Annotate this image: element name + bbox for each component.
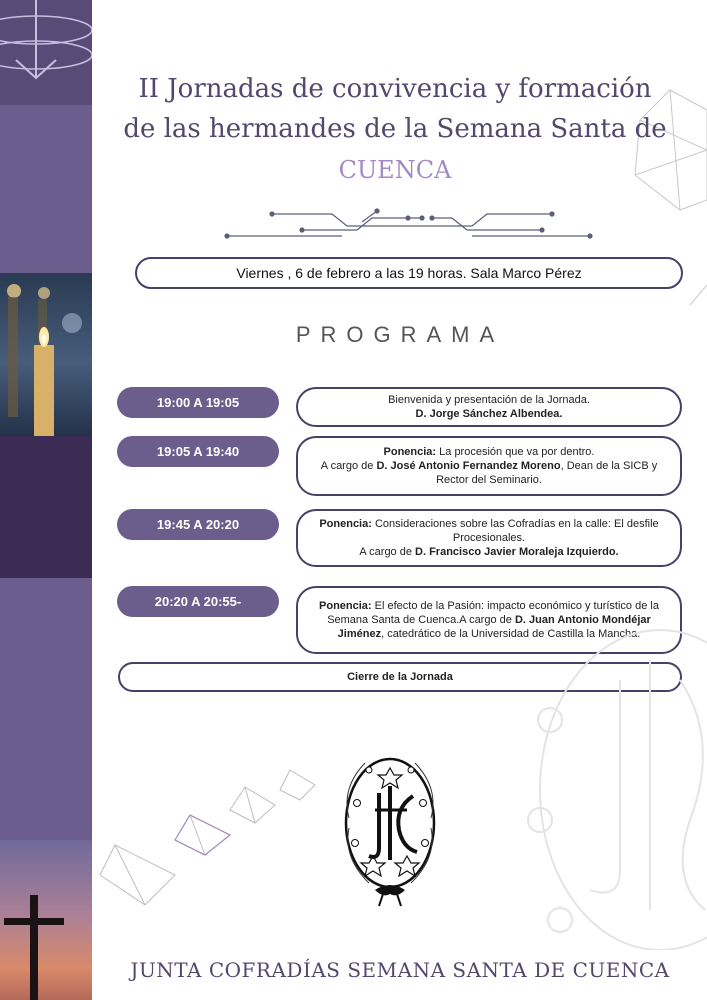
title-line-1: II Jornadas de convivencia y formación bbox=[138, 74, 652, 104]
sidebar-band-5 bbox=[0, 578, 92, 840]
item-2-pre-speaker: A cargo de bbox=[320, 460, 377, 472]
program-heading: PROGRAMA bbox=[295, 322, 505, 347]
sidebar-band-sunset bbox=[0, 840, 92, 1000]
item-4-speaker: D. Juan Antonio Mondéjar Jiménez bbox=[337, 614, 651, 640]
decorative-sidebar bbox=[0, 0, 92, 1000]
program-item-1 bbox=[296, 387, 682, 427]
closing-item: Cierre de la Jornada bbox=[118, 662, 682, 692]
cross-ring-icon bbox=[0, 0, 92, 105]
sidebar-band-candle bbox=[0, 273, 92, 436]
crucifix-icon bbox=[0, 840, 92, 1000]
title-line-3: CUENCA bbox=[338, 156, 452, 184]
item-4-label: Ponencia: bbox=[319, 600, 372, 612]
pyramid-decoration bbox=[95, 765, 325, 915]
item-3-label: Ponencia: bbox=[319, 518, 372, 530]
sidebar-band-4 bbox=[0, 436, 92, 578]
event-date-banner: Viernes , 6 de febrero a las 19 horas. Sala Marco Pérez bbox=[135, 257, 683, 289]
item-2-text: La procesión que va por dentro. bbox=[436, 446, 595, 458]
item-1-speaker: D. Jorge Sánchez Albendea. bbox=[415, 408, 563, 420]
time-slot-2: 19:05 A 19:40 bbox=[117, 436, 279, 467]
item-1-text: Bienvenida y presentación de la Jornada. bbox=[388, 394, 590, 406]
time-slot-3: 19:45 A 20:20 bbox=[117, 509, 279, 540]
item-2-label: Ponencia: bbox=[383, 446, 437, 458]
footer-organization: JUNTA COFRADÍAS SEMANA SANTA DE CUENCA bbox=[130, 958, 670, 982]
candle-icon bbox=[0, 273, 92, 436]
program-item-2 bbox=[296, 436, 682, 496]
sidebar-band-2 bbox=[0, 105, 92, 273]
ornamental-divider bbox=[222, 208, 594, 244]
program-item-3 bbox=[296, 509, 682, 567]
item-4-post-speaker: , catedrático de la Universidad de Castilla la Mancha. bbox=[381, 628, 641, 640]
time-slot-4: 20:20 A 20:55- bbox=[117, 586, 279, 617]
brotherhood-emblem-icon bbox=[335, 748, 445, 910]
item-3-pre-speaker: A cargo de bbox=[359, 546, 416, 558]
item-2-speaker: D. José Antonio Fernandez Moreno bbox=[376, 460, 561, 472]
time-slot-1: 19:00 A 19:05 bbox=[117, 387, 279, 418]
watermark-emblem bbox=[520, 620, 707, 950]
item-3-text: Consideraciones sobre las Cofradías en la calle: El desfile Procesionales. bbox=[371, 518, 659, 544]
item-3-speaker: D. Francisco Javier Moraleja Izquierdo. bbox=[415, 546, 619, 558]
title-line-2: de las hermandes de la Semana Santa de bbox=[123, 114, 667, 144]
sidebar-band-top bbox=[0, 0, 92, 105]
item-2-post-speaker: , Dean de la SICB y Rector del Seminario. bbox=[436, 460, 658, 486]
item-4-text: El efecto de la Pasión: impacto económico y turístico de la Semana Santa de Cuenca.A cargo de bbox=[327, 600, 659, 626]
